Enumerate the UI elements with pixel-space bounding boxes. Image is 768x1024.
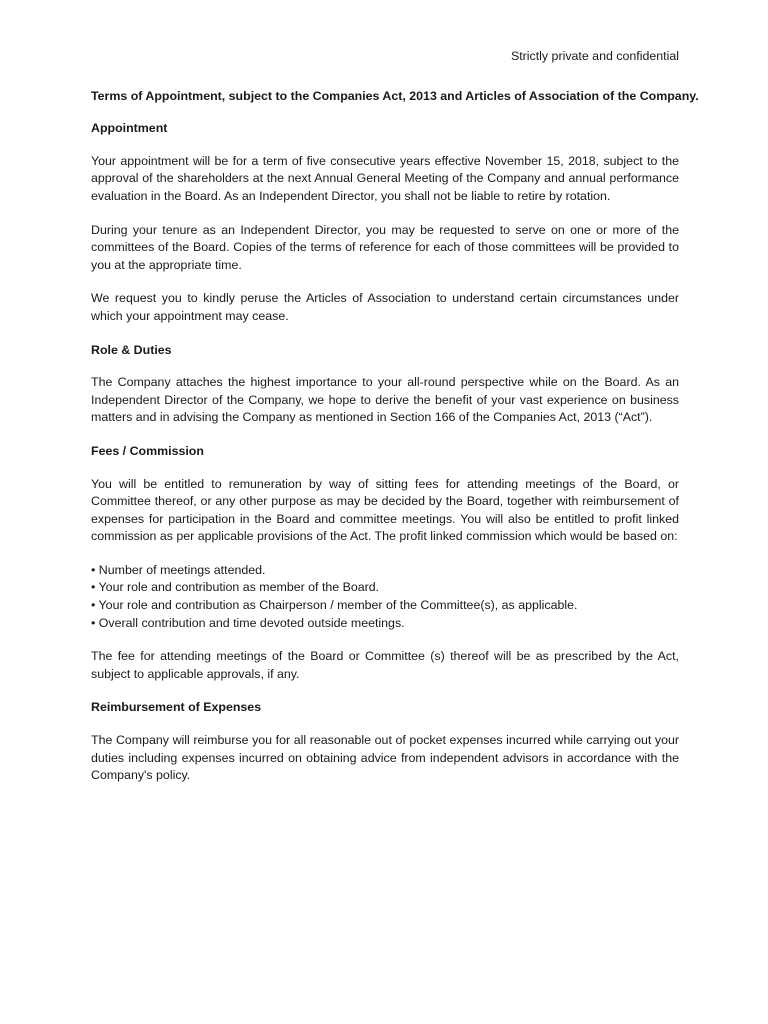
commission-basis-list (91, 562, 679, 632)
section-role-duties (91, 342, 679, 427)
list-item: • Overall contribution and time devoted outside meetings. (91, 615, 405, 630)
document-title: Terms of Appointment, subject to the Companies Act, 2013 and Articles of Association of the Company. (91, 88, 699, 103)
reimbursement-paragraph-1: The Company will reimburse you for all reasonable out of pocket expenses incurred while carrying out your duties including expenses incurred on obtaining advice from independent advisors in accordance with the Company's policy. (91, 733, 679, 783)
section-heading-appointment: Appointment (91, 121, 168, 136)
fees-commission-closing: The fee for attending meetings of the Board or Committee (s) thereof will be as prescribed by the Act, subject to applicable approvals, if any. (91, 649, 679, 681)
section-heading-fees-commission: Fees / Commission (91, 443, 204, 458)
appointment-paragraph-2: During your tenure as an Independent Director, you may be requested to serve on one or more of the committees of the Board. Copies of the terms of reference for each of those committees will be provided to you at the appropriate time. (91, 222, 679, 272)
role-duties-paragraph-1: The Company attaches the highest importance to your all-round perspective while on the Board. As an Independent Director of the Company, we hope to derive the benefit of your vast experience on business matters and in advising the Company as mentioned in Section 166 of the Companies Act, 2013 (“Act”). (91, 375, 679, 425)
section-heading-role-duties: Role & Duties (91, 342, 172, 357)
section-appointment (91, 120, 679, 325)
section-reimbursement (91, 699, 679, 784)
appointment-paragraph-3: We request you to kindly peruse the Articles of Association to understand certain circumstances under which your appointment may cease. (91, 291, 679, 323)
confidentiality-note: Strictly private and confidential (510, 49, 679, 63)
fees-commission-paragraph-1: You will be entitled to remuneration by way of sitting fees for attending meetings of the Board, or Committee thereof, or any other purpose as may be decided by the Board, together with reimbursement of expenses for participation in the Board and committee meetings. You will also be entitled to profit linked commission as per applicable provisions of the Act. The profit linked commission which would be based on: (91, 476, 679, 544)
list-item: • Number of meetings attended. (91, 562, 266, 577)
list-item: • Your role and contribution as Chairperson / member of the Committee(s), as applicable. (91, 598, 578, 613)
section-fees-commission (91, 443, 679, 684)
section-heading-reimbursement: Reimbursement of Expenses (91, 700, 262, 715)
appointment-paragraph-1: Your appointment will be for a term of five consecutive years effective November 15, 2018, subject to the approval of the shareholders at the next Annual General Meeting of the Company and annual performance evaluation in the Board. As an Independent Director, you shall not be liable to retire by rotation. (91, 153, 679, 203)
list-item: • Your role and contribution as member of the Board. (91, 580, 380, 595)
document-page (91, 48, 699, 801)
